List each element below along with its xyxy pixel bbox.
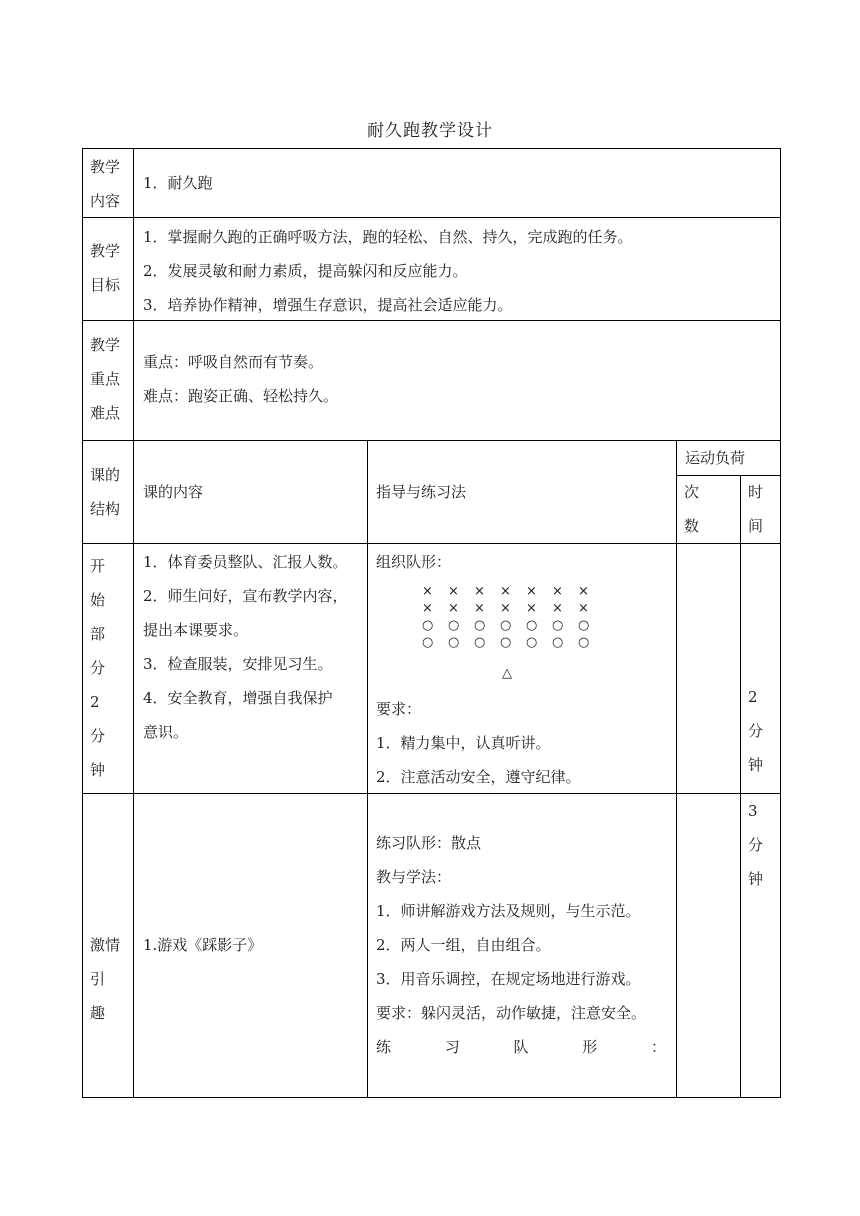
col-divider xyxy=(133,148,134,1098)
goal-item: 2．发展灵敏和耐力素质，提高躲闪和反应能力。 xyxy=(143,262,468,280)
header-time xyxy=(748,475,778,543)
label-line: 教学 xyxy=(90,242,121,260)
label-line: 内容 xyxy=(90,192,121,210)
goal-item: 3．培养协作精神，增强生存意识，提高社会适应能力。 xyxy=(143,296,513,314)
section-start-time xyxy=(748,680,778,782)
section-warmup-content: 1.游戏《踩影子》 xyxy=(143,936,263,954)
table-border-right xyxy=(780,148,781,1098)
header-content: 课的内容 xyxy=(143,483,204,501)
student-mark: × xyxy=(474,584,485,599)
time-line: 钟 xyxy=(748,870,764,888)
label-line: 激情 xyxy=(90,936,121,954)
section-warmup-label xyxy=(90,928,130,1030)
content-line: 4．安全教育，增强自我保护 xyxy=(143,689,333,707)
content-line: 意识。 xyxy=(143,723,189,741)
student-mark: × xyxy=(578,584,589,599)
student-mark: × xyxy=(500,584,511,599)
method-line: 1．师讲解游戏方法及规则，与生示范。 xyxy=(376,902,641,920)
label-line: 开 xyxy=(90,557,106,575)
label-line: 课的 xyxy=(90,466,121,484)
content-line: 3．检查服装，安排见习生。 xyxy=(143,655,333,673)
label-line: 教学 xyxy=(90,336,121,354)
student-mark: × xyxy=(578,601,589,616)
student-mark: ○ xyxy=(448,635,460,650)
label-line: 始 xyxy=(90,591,106,609)
student-mark: × xyxy=(552,584,563,599)
student-mark: × xyxy=(526,584,537,599)
spaced-char: 练 xyxy=(376,1038,392,1056)
label-line: 结构 xyxy=(90,500,121,518)
row-label-key xyxy=(90,328,130,430)
label-line: 趣 xyxy=(90,1004,106,1022)
col-divider xyxy=(676,440,677,1098)
req-heading: 要求： xyxy=(376,700,422,718)
req-item: 1．精力集中，认真听讲。 xyxy=(376,734,551,752)
content-line: 提出本课要求。 xyxy=(143,621,249,639)
time-line: 分 xyxy=(748,836,764,854)
label-line: 时 xyxy=(748,483,764,501)
practice-formation-line xyxy=(376,1030,666,1064)
label-line: 分 xyxy=(90,727,106,745)
student-mark: ○ xyxy=(474,618,486,633)
col-divider xyxy=(740,475,741,1098)
row-divider xyxy=(82,217,781,218)
key-point: 难点：跑姿正确、轻松持久。 xyxy=(143,387,339,405)
time-line: 钟 xyxy=(748,756,764,774)
student-mark: × xyxy=(474,601,485,616)
method-line: 教与学法： xyxy=(376,868,452,886)
label-line: 分 xyxy=(90,659,106,677)
method-line: 要求：躲闪灵活，动作敏捷，注意安全。 xyxy=(376,1004,647,1022)
time-line: 分 xyxy=(748,722,764,740)
label-line: 难点 xyxy=(90,404,121,422)
label-line: 钟 xyxy=(90,761,106,779)
spaced-char: 形 xyxy=(582,1038,598,1056)
label-line: 次 xyxy=(684,483,700,501)
section-warmup-time xyxy=(748,794,778,896)
req-item: 2．注意活动安全，遵守纪律。 xyxy=(376,768,581,786)
header-count xyxy=(684,475,714,543)
table-border-left xyxy=(82,148,83,1098)
label-line: 重点 xyxy=(90,370,121,388)
lesson-plan-table xyxy=(82,148,781,1098)
student-mark: × xyxy=(500,601,511,616)
student-mark: ○ xyxy=(474,635,486,650)
label-line: 目标 xyxy=(90,276,121,294)
student-mark: ○ xyxy=(552,635,564,650)
student-mark: ○ xyxy=(422,618,434,633)
header-load: 运动负荷 xyxy=(685,449,746,467)
student-mark: × xyxy=(448,601,459,616)
table-border-top xyxy=(82,148,781,149)
formation-heading: 组织队形： xyxy=(376,553,452,571)
goals-list xyxy=(143,220,633,322)
student-mark: ○ xyxy=(526,618,538,633)
spaced-char: 队 xyxy=(513,1038,529,1056)
student-mark: ○ xyxy=(500,635,512,650)
label-line: 间 xyxy=(748,517,764,535)
student-mark: ○ xyxy=(552,618,564,633)
teacher-mark: △ xyxy=(502,666,512,681)
student-mark: × xyxy=(552,601,563,616)
student-mark: ○ xyxy=(448,618,460,633)
key-point: 重点：呼吸自然而有节奏。 xyxy=(143,353,324,371)
time-line: 3 xyxy=(748,802,758,820)
label-line: 引 xyxy=(90,970,106,988)
spaced-char: ： xyxy=(650,1038,666,1056)
spaced-char: 习 xyxy=(444,1038,460,1056)
label-line: 数 xyxy=(684,517,700,535)
student-mark: × xyxy=(422,601,433,616)
row-label-goals xyxy=(90,234,130,302)
method-line: 练习队形：散点 xyxy=(376,834,482,852)
label-line: 部 xyxy=(90,625,106,643)
document-title: 耐久跑教学设计 xyxy=(367,121,493,141)
section-warmup-method xyxy=(376,826,646,1030)
row-label-content xyxy=(90,150,130,218)
header-method: 指导与练习法 xyxy=(376,483,467,501)
method-line: 2．两人一组，自由组合。 xyxy=(376,936,551,954)
student-mark: ○ xyxy=(500,618,512,633)
content-text: 1．耐久跑 xyxy=(143,174,213,192)
header-structure xyxy=(90,458,130,526)
label-line: 2 xyxy=(90,693,100,711)
content-line: 2．师生问好，宣布教学内容， xyxy=(143,587,348,605)
student-mark: ○ xyxy=(526,635,538,650)
label-line: 教学 xyxy=(90,158,121,176)
key-points xyxy=(143,345,338,413)
student-mark: ○ xyxy=(578,618,590,633)
section-start-label xyxy=(90,549,130,787)
student-mark: × xyxy=(448,584,459,599)
time-line: 2 xyxy=(748,688,758,706)
section-start-content xyxy=(143,545,348,749)
student-mark: × xyxy=(422,584,433,599)
student-mark: ○ xyxy=(422,635,434,650)
col-divider xyxy=(367,440,368,1098)
student-mark: × xyxy=(526,601,537,616)
content-line: 1．体育委员整队、汇报人数。 xyxy=(143,553,348,571)
goal-item: 1．掌握耐久跑的正确呼吸方法，跑的轻松、自然、持久，完成跑的任务。 xyxy=(143,228,633,246)
method-line: 3．用音乐调控，在规定场地进行游戏。 xyxy=(376,970,641,988)
requirements xyxy=(376,692,581,794)
student-mark: ○ xyxy=(578,635,590,650)
formation-diagram xyxy=(422,585,612,680)
